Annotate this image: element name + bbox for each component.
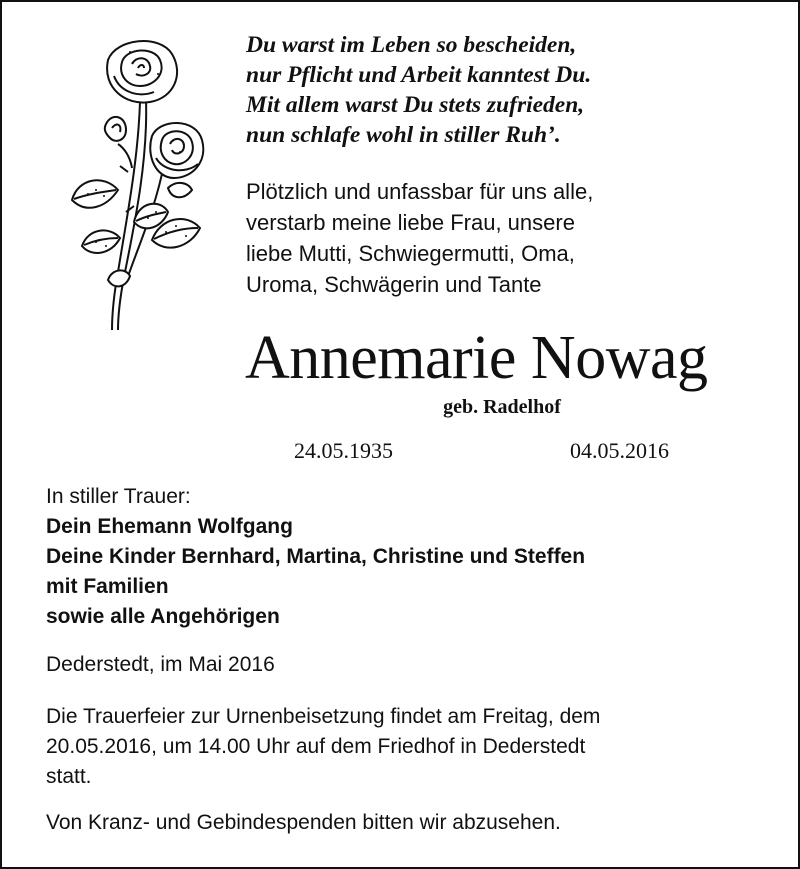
poem-line: nun schlafe wohl in stiller Ruh’.	[246, 122, 561, 148]
intro-line: verstarb meine liebe Frau, unsere	[246, 210, 575, 235]
ceremony-line: Die Trauerfeier zur Urnenbeisetzung findet am Freitag, dem	[46, 705, 601, 728]
mourner-line: Dein Ehemann Wolfgang	[46, 515, 293, 538]
poem-line: Du warst im Leben so bescheiden,	[246, 32, 577, 58]
poem-line: Mit allem warst Du stets zufrieden,	[246, 92, 585, 118]
intro-text	[246, 176, 593, 300]
mourners-list	[46, 482, 585, 632]
ceremony-line: 20.05.2016, um 14.00 Uhr auf dem Friedhof in Dederstedt	[46, 735, 586, 758]
rose-icon	[68, 32, 228, 332]
mourner-line: sowie alle Angehörigen	[46, 605, 280, 628]
poem	[246, 30, 591, 150]
mourner-line: mit Familien	[46, 575, 169, 598]
donation-note: Von Kranz- und Gebindespenden bitten wir abzusehen.	[46, 811, 561, 834]
intro-line: liebe Mutti, Schwiegermutti, Oma,	[246, 241, 575, 266]
birth-date: 24.05.1935	[294, 438, 393, 463]
place-date: Dederstedt, im Mai 2016	[46, 653, 275, 676]
mourners-heading: In stiller Trauer:	[46, 485, 191, 508]
deceased-name: Annemarie Nowag	[245, 324, 708, 392]
ceremony-info	[46, 702, 766, 792]
death-date: 04.05.2016	[570, 438, 669, 463]
poem-line: nur Pflicht und Arbeit kanntest Du.	[246, 62, 592, 88]
intro-line: Plötzlich und unfassbar für uns alle,	[246, 179, 594, 204]
ceremony-line: statt.	[46, 765, 92, 788]
intro-line: Uroma, Schwägerin und Tante	[246, 272, 542, 297]
mourner-line: Deine Kinder Bernhard, Martina, Christine und Steffen	[46, 545, 586, 568]
maiden-name: geb. Radelhof	[443, 396, 561, 418]
